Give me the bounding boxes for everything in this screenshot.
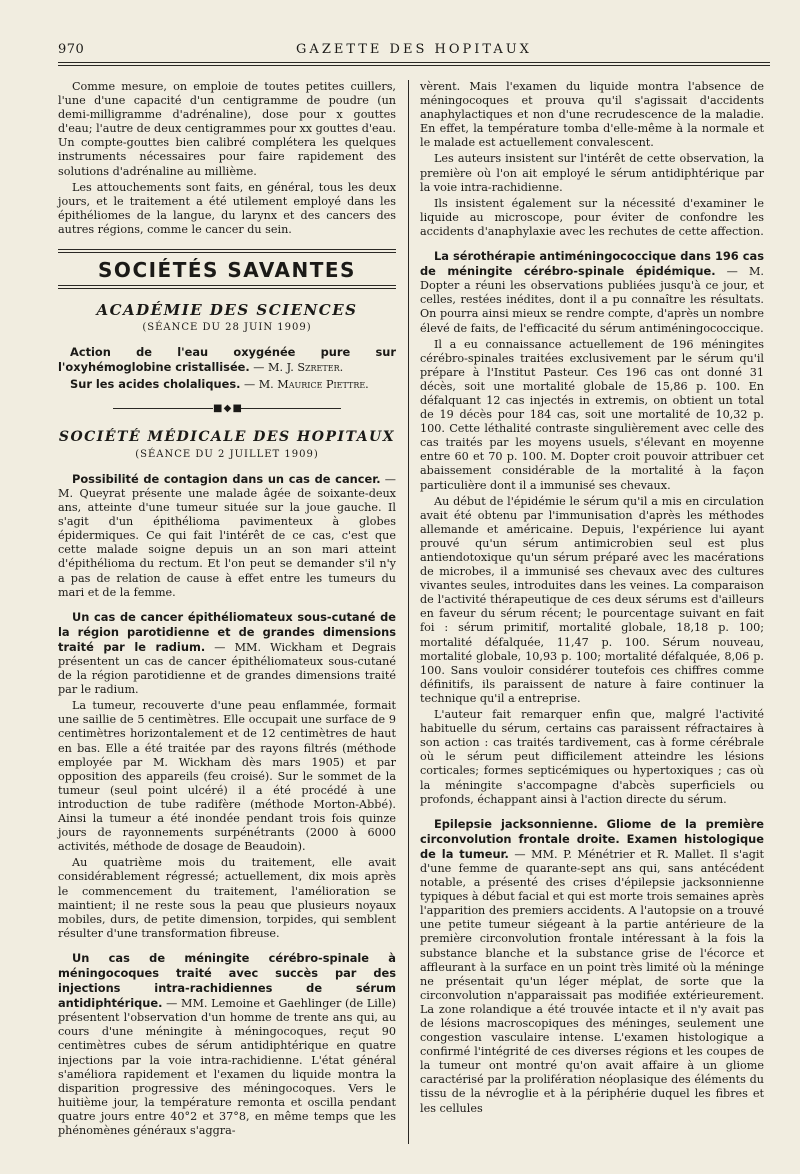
column-divider bbox=[408, 80, 409, 1144]
societes-section-header bbox=[58, 249, 396, 289]
academy-seance: (SÉANCE DU 28 JUIN 1909) bbox=[142, 322, 312, 334]
article-contagion: Possibilité de contagion dans un cas de cancer. — M. Queyrat présente une malade âgée de soixante-deux ans, atteinte d'une tumeur située sur la joue gauche. Il s'agit d'un épithélioma pavimenteux à globes épidermiques. Ce qui fait l'intérêt de ce cas, c'est que cette malade soigne depuis un an son mari atteint d'épithélioma du rectum. Et l'on peut se demander s'il n'y a pas de relation de cause à effet entre les tumeurs du mari et de la femme. bbox=[58, 471, 396, 599]
section-rule-top bbox=[58, 249, 396, 253]
continuation-paragraph-2: Les auteurs insistent sur l'intérêt de cette observation, la première où l'on ait employé le sérum antidiphtérique par la voie intra-rachidienne. bbox=[420, 152, 764, 194]
article-radium: Un cas de cancer épithéliomateux sous-cutané de la région parotidienne et de grandes dimensions traité par le radium. — MM. Wickham et Degrais présentent un cas de cancer épithéliomateux sous-cutané de la région parotidienne et de grandes dimensions traité par le radium. bbox=[58, 609, 396, 697]
academy-item: Sur les acides cholaliques. — M. Maurice Piettre. bbox=[70, 376, 369, 391]
right-column bbox=[420, 80, 764, 1118]
academy-items bbox=[58, 345, 396, 391]
society-heading: SOCIÉTÉ MÉDICALE DES HOPITAUX bbox=[58, 428, 396, 445]
intro-paragraph-1: Comme mesure, on emploie de toutes petites cuillers, l'une d'une capacité d'un centigramme de poudre (un demi-milligramme d'adrénaline), dose pour x gouttes d'eau; l'autre de deux centigrammes pour xx gouttes d'eau. Un compte-gouttes bien calibré complétera les quelques instruments nécessaires pour faire rapidement des solutions d'adrénaline au millième. bbox=[58, 80, 396, 178]
section-title: SOCIÉTÉS SAVANTES bbox=[98, 258, 356, 283]
left-column bbox=[58, 80, 396, 1140]
article-radium-para-2: Au quatrième mois du traitement, elle avait considérablement régressé; actuellement, dix mois après le commencement du traitement, l'amélioration se maintient; il ne reste sous la peau que plusieurs noyaux mobiles, durs, de petite dimension, torpides, qui semblent résulter d'une transformation fibreuse. bbox=[58, 856, 396, 940]
page-number: 970 bbox=[58, 42, 85, 57]
article-serotherapie-para-3: L'auteur fait remarquer enfin que, malgré l'activité habituelle du sérum, certains cas paraissent réfractaires à son action : cas traités tardivement, cas à forme cérébrale où le sérum peut difficilement atteindre les lésions corticales; formes septicémiques ou hypertoxiques ; cas où la méningite s'accompagne d'abcès superficiels ou profonds, échappant ainsi à l'action directe du sérum. bbox=[420, 708, 764, 806]
header-rule-top bbox=[58, 62, 770, 63]
page-header bbox=[58, 42, 770, 64]
academy-item: Action de l'eau oxygénée pure sur l'oxyhémoglobine cristallisée. — M. J. Szreter. bbox=[58, 345, 396, 375]
academy-heading: ACADÉMIE DES SCIENCES bbox=[96, 301, 358, 320]
society-seance: (SÉANCE DU 2 JUILLET 1909) bbox=[135, 448, 319, 460]
header-rule-bottom bbox=[58, 65, 770, 66]
article-epilepsie: Epilepsie jacksonnienne. Gliome de la première circonvolution frontale droite. Examen histologique de la tumeur. — MM. P. Ménétrier et R. Mallet. Il s'agit d'une femme de quarante-sept ans qui, sans antécédent notable, a présenté des crises d'épilepsie jacksonnienne typiques à début facial et qui est morte trois semaines après l'apparition des premiers accidents. A l'autopsie on a trouvé une petite tumeur siégeant à la partie antérieure de la première circonvolution frontale intéressant à la fois la substance blanche et la substance grise de l'écorce et affleurant à la surface en un point très limité où la méninge ne présentait qu'un léger méplat, de sorte que la circonvolution n'apparaissait pas modifiée extérieurement. La zone rolandique a été trouvée intacte et il n'y avait pas de lésions macroscopiques des méninges, seulement une congestion vasculaire intense. L'examen histologique a confirmé l'intégrité de ces diverses régions et les coupes de la tumeur ont montré qu'on avait affaire à un gliome caractérisé par la prolifération néoplasique des éléments du tissu de la névroglie et à la périphérie duquel les fibres et les cellules bbox=[420, 816, 765, 1115]
journal-title: GAZETTE DES HOPITAUX bbox=[296, 42, 532, 57]
article-radium-para-1: La tumeur, recouverte d'une peau enflammée, formait une saillie de 5 centimètres. Elle occupait une surface de 9 centimètres horizontalement et de 12 centimètres de haut en bas. Elle a été traitée par des rayons filtrés (méthode employée par M. Wickham dès mars 1905) et par opposition des appareils (feu croisé). Sur le sommet de la tumeur (seul point ulcéré) il a été procédé à une introduction de tube radifère (méthode Morton-Abbé). Ainsi la tumeur a été inondée pendant trois fois quinze jours de rayonnements surpénétrants (2000 à 6000 activités, méthode de dosage de Beaudoin). bbox=[58, 699, 396, 854]
article-serotherapie-para-1: Il a eu connaissance actuellement de 196 méningites cérébro-spinales traitées exclusivement par le sérum qu'il prépare à l'Institut Pasteur. Ces 196 cas ont donné 31 décès, soit une mortalité globale de 15,86 p. 100. En défalquant 12 cas injectés in extremis, on obtient un total de 19 décès pour 184 cas, soit une mortalité de 10,32 p. 100. Cette léthalité contraste singulièrement avec celle des cas traités par les moyens usuels, s'élevant en moyenne entre 60 et 70 p. 100. M. Dopter croit pouvoir attribuer cet abaissement considérable de la mortalité à la façon particulière dont il a immunisé ses chevaux. bbox=[420, 337, 764, 492]
article-serotherapie-para-2: Au début de l'épidémie le sérum qu'il a mis en circulation avait été obtenu par l'immunisation d'après les méthodes allemande et américaine. Depuis, l'expérience lui ayant prouvé qu'un sérum antimicrobien seul est plus antiendotoxique qu'un sérum préparé avec les macérations de microbes, il a immunisé ses chevaux avec des cultures vivantes seules, introduites dans les veines. La comparaison de l'activité thérapeutique de ces deux sérums est d'ailleurs en faveur du sérum récent; le pourcentage suivant en fait foi : sérum primitif, mortalité globale, 18,18 p. 100; mortalité défalquée, 11,47 p. 100. Sérum nouveau, mortalité globale, 10,93 p. 100; mortalité défalquée, 8,06 p. 100. Sans vouloir considérer toutefois ces chiffres comme définitifs, ils paraissent de nature à faire continuer la technique qu'il a entreprise. bbox=[420, 494, 764, 705]
ornament-divider: ■ ◆ ■ bbox=[58, 402, 396, 416]
continuation-paragraph-3: Ils insistent également sur la nécessité d'examiner le liquide au microscope, pour éviter de confondre les accidents d'anaphylaxie avec les rechutes de cette affection. bbox=[420, 196, 764, 238]
continuation-paragraph-1: vèrent. Mais l'examen du liquide montra l'absence de méningocoques et prouva qu'il s'agissait d'accidents anaphylactiques et non d'une recrudescence de la maladie. En effet, la température tomba d'elle-même à la normale et le malade est actuellement convalescent. bbox=[420, 80, 764, 150]
article-meningite: Un cas de méningite cérébro-spinale à méningocoques traité avec succès par des injections intra-rachidiennes de sérum antidiphtérique. — MM. Lemoine et Gaehlinger (de Lille) présentent l'observation d'un homme de trente ans qui, au cours d'une méningite à méningocoques, reçut 90 centimètres cubes de sérum antidiphtérique en quatre injections par la voie intra-rachidienne. L'état général s'améliora rapidement et l'examen du liquide montra la disparition progressive des méningocoques. Vers le huitième jour, la température remonta et oscilla pendant quatre jours entre 40°2 et 37°8, en même temps que les phénomènes généraux s'aggra- bbox=[58, 950, 396, 1137]
section-rule-bottom bbox=[58, 285, 396, 289]
article-serotherapie: La sérothérapie antiméningococcique dans 196 cas de méningite cérébro-spinale épidémique. — M. Dopter a réuni les observations publiées jusqu'à ce jour, et celles, restées inédites, dont il a pu connaître les résultats. On pourra ainsi mieux se rendre compte, d'après un nombre élevé de faits, de l'efficacité du sérum antiméningococcique. bbox=[420, 249, 764, 335]
intro-paragraph-2: Les attouchements sont faits, en général, tous les deux jours, et le traitement a été utilement employé dans les épithéliomes de la langue, du larynx et des cancers des autres régions, comme le cancer du sein. bbox=[58, 180, 396, 236]
